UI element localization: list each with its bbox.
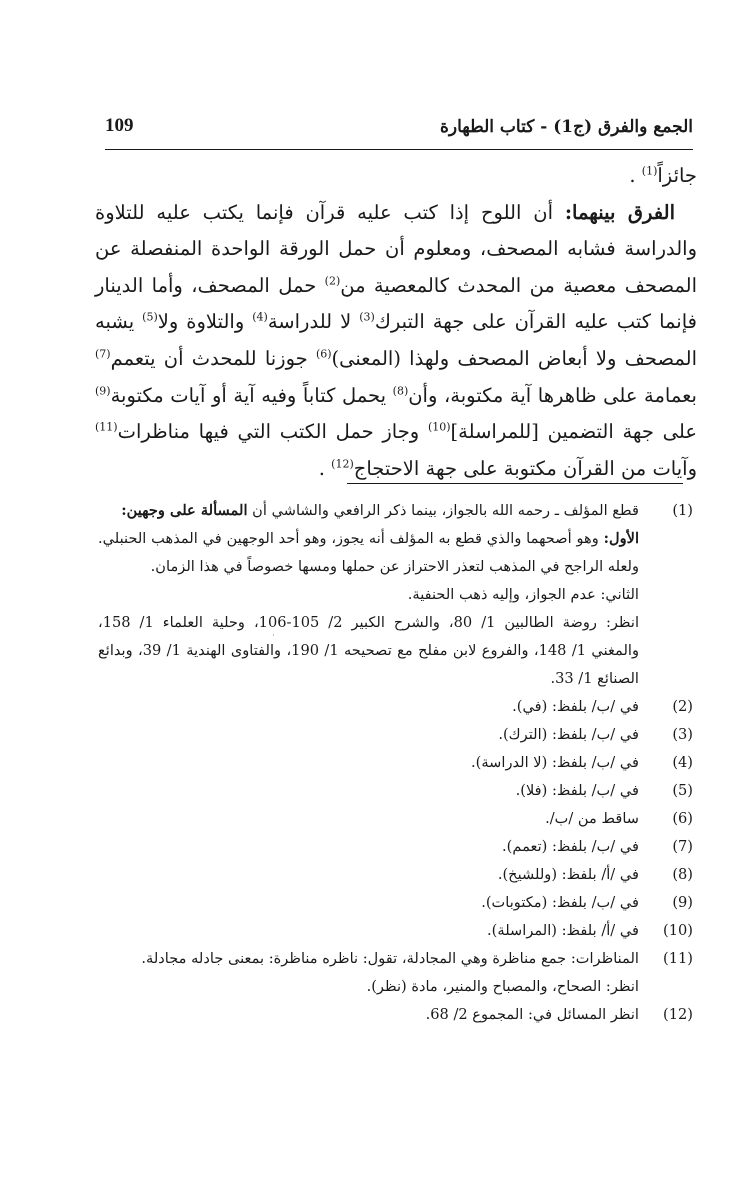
footnote-9: (9) في /ب/ بلفظ: (مكتوبات). — [481, 894, 693, 911]
running-title: الجمع والفرق (ج1) - كتاب الطهارة — [440, 117, 693, 137]
footnote-ref[interactable]: (2) — [324, 274, 341, 288]
footnote-separator — [347, 483, 683, 484]
footnote-ref[interactable]: (9) — [95, 384, 111, 398]
footnote-ref[interactable]: (8) — [392, 384, 409, 398]
paragraph-difference: الفرق بينهما: أن اللوح إذا كتب عليه قرآن فإنما يكتب عليه للتلاوة والدراسة فشابه المصحف، ومعلوم أن حمل الورقة الواحدة المنفصلة عن المصحف معصية من المحدث كالمعصية من$^{(2)}$ حمل المصحف، وأما الدينار فإنما كتب عليه القرآن على جهة التبرك$^{(3)}$ لا للدراسة$^{(4)}$ والتلاوة ولا$^{(5)}$ يشبه المصحف ولا أبعاض المصحف ولهذا (المعنى)$^{(6)}$ جوزنا للمحدث أن يتعمم$^{(7)}$ بعمامة على ظاهرها آية مكتوبة، وأن$^{(8)}$ يحمل كتاباً وفيه آية أو آيات مكتوبة$^{(9)}$ على جهة التضمين [للمراسلة]$^{(10)}$ وجاز حمل الكتب التي فيها مناظرات$^{(11)}$ وآيات من القرآن مكتوبة على جهة الاحتجاج$^{(12)}$ . — [95, 200, 698, 480]
page-number: 109 — [105, 115, 134, 136]
footnote-number: (1) — [672, 502, 693, 519]
footnote-ref[interactable]: (7) — [95, 347, 111, 361]
footnote-ref[interactable]: (1) — [641, 164, 658, 178]
footnote-6: (6) ساقط من /ب/. — [545, 810, 693, 827]
footnote-ref[interactable]: (10) — [427, 420, 451, 434]
footnote-ref[interactable]: (4) — [252, 310, 268, 324]
footnote-ref[interactable]: (11) — [95, 420, 118, 434]
footnote-ref[interactable]: (6) — [315, 347, 332, 361]
opening-line: جائزاً$^{(1)}$ . — [629, 164, 697, 187]
footnote-3: (3) في /ب/ بلفظ: (الترك). — [498, 726, 693, 743]
page-header — [105, 113, 693, 150]
footnote-5: (5) في /ب/ بلفظ: (فلا). — [515, 782, 693, 799]
section-lead: الفرق بينهما: — [564, 200, 675, 224]
footnote-8: (8) في /أ/ بلفظ: (وللشيخ). — [497, 866, 693, 883]
print-speck: · — [272, 631, 275, 641]
footnote-11: (11) المناظرات: جمع مناظرة وهي المجادلة، تقول: ناظره مناظرة: بمعنى جادله مجادلة. انظر: الصحاح، والمصباح والمنير، مادة (نظر). — [141, 950, 693, 995]
footnote-4: (4) في /ب/ بلفظ: (لا الدراسة). — [471, 754, 693, 771]
footnotes — [98, 497, 697, 1029]
footnote-1: (1) قطع المؤلف ـ رحمه الله بالجواز، بينما ذكر الرافعي والشاشي أن المسألة على وجهين: الأول: وهو أصحهما والذي قطع به المؤلف أنه يجوز، وهو أحد الوجهين في المذهب الحنبلي. ولعله الراجح في المذهب لتعذر الاحتراز عن حملها ومسها خصوصاً في هذا الزمان. الثاني: عدم الجواز، وإليه ذهب الحنفية. انظر: روضة الطالبين 1/ 80، والشرح الكبير 2/ 105-106، وحلية العلماء 1/ 158، والمغني 1/ 148، والفروع لابن مفلح مع تصحيحه 1/ 190، والفتاوى الهندية 1/ 39، وبدائع الصنائع 1/ 33. — [98, 497, 697, 693]
footnote-10: (10) في /أ/ بلفظ: (المراسلة). — [487, 922, 693, 939]
footnote-ref[interactable]: (5) — [142, 310, 158, 324]
main-text — [95, 158, 697, 487]
footnote-2: (2) في /ب/ بلفظ: (في). — [512, 698, 693, 715]
footnote-7: (7) في /ب/ بلفظ: (تعمم). — [502, 838, 693, 855]
footnote-ref[interactable]: (12) — [331, 457, 354, 471]
footnote-12: (12) انظر المسائل في: المجموع 2/ 68. — [425, 1006, 693, 1023]
footnote-ref[interactable]: (3) — [359, 310, 375, 324]
